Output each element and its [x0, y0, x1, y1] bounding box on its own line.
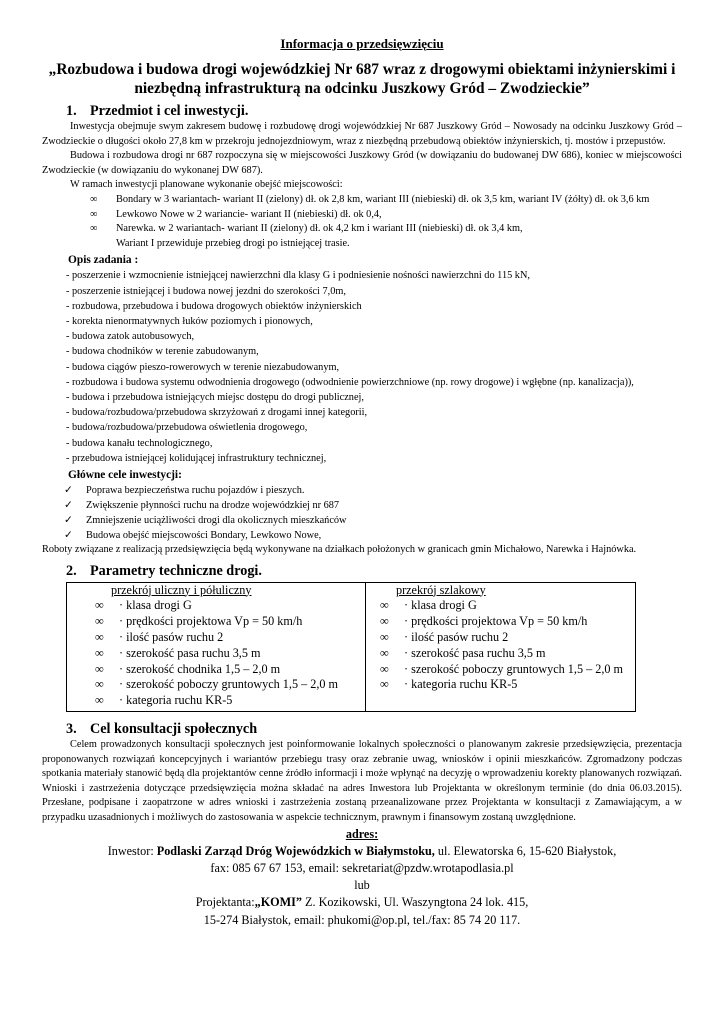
section-1-title: Przedmiot i cel inwestycji. — [90, 103, 249, 119]
list-item: ✓ Budowa obejść miejscowości Bondary, Lewkowo Nowe, — [64, 529, 322, 541]
list-item: ∞ · szerokość chodnika 1,5 – 2,0 m — [95, 661, 281, 676]
goals-heading: Główne cele inwestycji: — [68, 468, 182, 481]
list-item: ∞ · kategoria ruchu KR-5 — [380, 677, 518, 692]
variant-note: Wariant I przewiduje przebieg drogi po istniejącej trasie. — [116, 237, 350, 249]
section-3-title: Cel konsultacji społecznych — [90, 720, 258, 737]
list-item: ∞ · kategoria ruchu KR-5 — [95, 693, 233, 708]
project-title-line-1: „Rozbudowa i budowa drogi wojewódzkiej Nr 687 wraz z drogowymi obiektami inżynierskimi i — [48, 61, 676, 78]
designer-name: „KOMI” — [254, 895, 302, 910]
infinity-bullet-icon: ∞ — [95, 598, 104, 613]
urban-cross-section-header: przekrój uliczny i półuliczny — [111, 582, 252, 597]
tasks-list — [42, 268, 682, 466]
list-item: - budowa/rozbudowa/przebudowa skrzyżowań z drogami innej kategorii, — [66, 407, 368, 419]
list-item: ∞ · ilość pasów ruchu 2 — [95, 629, 224, 644]
infinity-bullet-icon: ∞ — [95, 677, 104, 692]
designer-line: Projektanta:„KOMI” Z. Kozikowski, Ul. Waszyngtona 24 lok. 415, — [195, 895, 529, 910]
list-item: - poszerzenie i wzmocnienie istniejącej nawierzchni dla klasy G i podniesienie nośności nawierzchni do 115 kN, — [66, 270, 530, 282]
list-item: - budowa kanału technologicznego, — [66, 437, 213, 449]
list-item: ∞ Bondary w 3 wariantach- wariant II (zielony) dł. ok 2,8 km, wariant III (niebieski) dł. ok 3,5 km, wariant IV (żółty) dł. ok 3,6 km — [90, 193, 682, 208]
designer-contact: 15-274 Białystok, email: phukomi@op.pl, tel./fax: 85 74 20 117. — [203, 912, 521, 927]
investor-name: Podlaski Zarząd Dróg Wojewódzkich w Białymstoku, — [156, 843, 435, 858]
works-note: Roboty związane z realizacją przedsięwzięcia będą wykonywane na działkach położonych w granicach gmin Michałowo, Narewka i Hajnówka. — [42, 543, 637, 555]
tasks-heading: Opis zadania : — [68, 254, 139, 267]
list-item: ✓ Zmniejszenie uciążliwości drogi dla okolicznych mieszkańców — [64, 514, 347, 526]
list-item: ✓ Zwiększenie płynności ruchu na drodze wojewódzkiej nr 687 — [64, 499, 340, 511]
section-1-heading — [66, 102, 682, 120]
variants-list — [42, 193, 682, 237]
list-item: ∞ · szerokość poboczy gruntowych 1,5 – 2,0 m — [380, 661, 623, 676]
infinity-bullet-icon: ∞ — [95, 629, 104, 644]
section-1-paragraph-3: W ramach inwestycji planowane wykonanie obejść miejscowości: — [70, 179, 343, 191]
infinity-bullet-icon: ∞ — [95, 614, 104, 629]
investor-contact: fax: 085 67 67 153, email: sekretariat@pzdw.wrotapodlasia.pl — [210, 860, 514, 875]
investor-line: Inwestor: Podlaski Zarząd Dróg Wojewódzkich w Białymstoku, ul. Elewatorska 6, 15-620 Białystok, — [107, 843, 617, 858]
infinity-bullet-icon: ∞ — [90, 208, 98, 220]
checkmark-icon: ✓ — [64, 514, 73, 526]
list-item: - budowa ciągów pieszo-rowerowych w terenie niezabudowanym, — [66, 361, 340, 373]
list-item: ∞ · ilość pasów ruchu 2 — [380, 629, 509, 644]
list-item: ∞ · szerokość pasa ruchu 3,5 m — [95, 645, 261, 660]
infinity-bullet-icon: ∞ — [380, 661, 389, 676]
infinity-bullet-icon: ∞ — [95, 645, 104, 660]
list-item: - budowa chodników w terenie zabudowanym, — [66, 346, 259, 358]
goals-list — [42, 483, 682, 543]
checkmark-icon: ✓ — [64, 499, 73, 511]
section-1-paragraph-2: Budowa i rozbudowa drogi nr 687 rozpoczyna się w miejscowości Juszkowy Gród (w dowiązaniu do budowanej DW 686), koniec w miejscowości Zwodzieckie (w dowiązaniu do wykonanej DW 687). — [42, 150, 682, 176]
rural-cross-section-column — [366, 582, 636, 711]
list-item: ∞ · prędkości projektowa Vp = 50 km/h — [380, 614, 588, 629]
project-title-line-2: niezbędną infrastrukturą na odcinku Juszkowy Gród – Zwodzieckie” — [134, 80, 590, 97]
address-heading: adres: — [345, 826, 379, 841]
section-3-heading — [66, 720, 682, 738]
project-title — [42, 60, 682, 98]
list-item: - budowa/rozbudowa/przebudowa oświetlenia drogowego, — [66, 422, 308, 434]
infinity-bullet-icon: ∞ — [380, 629, 389, 644]
infinity-bullet-icon: ∞ — [90, 223, 98, 235]
checkmark-icon: ✓ — [64, 484, 73, 496]
list-item: ∞ · klasa drogi G — [95, 598, 192, 613]
technical-parameters-table — [66, 582, 636, 712]
list-item: - budowa zatok autobusowych, — [66, 331, 195, 343]
list-item: - korekta nienormatywnych łuków poziomych i pionowych, — [66, 315, 313, 327]
section-2-heading — [66, 562, 682, 580]
section-1-number: 1. — [66, 103, 77, 119]
urban-cross-section-column — [67, 582, 366, 711]
checkmark-icon: ✓ — [64, 529, 73, 541]
list-item: ∞ · szerokość pasa ruchu 3,5 m — [380, 645, 546, 660]
list-item: - budowa i przebudowa istniejących miejsc dostępu do drogi publicznej, — [66, 391, 364, 403]
infinity-bullet-icon: ∞ — [380, 645, 389, 660]
infinity-bullet-icon: ∞ — [90, 193, 98, 205]
address-block — [42, 826, 682, 929]
list-item: ∞ Lewkowo Nowe w 2 warianciе- wariant II (niebieski) dł. ok 0,4, — [90, 208, 682, 223]
infinity-bullet-icon: ∞ — [95, 693, 104, 708]
document-page — [42, 36, 682, 929]
infinity-bullet-icon: ∞ — [380, 677, 389, 692]
list-item: - przebudowa istniejącej kolidującej infrastruktury technicznej, — [66, 452, 327, 464]
section-3-number: 3. — [66, 720, 77, 737]
list-item: ∞ Narewka. w 2 wariantach- wariant II (zielony) dł. ok 4,2 km i wariant III (niebieski) dł. ok 3,4 km, — [90, 222, 682, 237]
or-separator: lub — [354, 878, 370, 893]
list-item: - poszerzenie istniejącej i budowa nowej jezdni do szerokości 7,0m, — [66, 285, 346, 297]
list-item: ∞ · szerokość poboczy gruntowych 1,5 – 2,0 m — [95, 677, 338, 692]
section-2-number: 2. — [66, 562, 77, 579]
list-item: ∞ · klasa drogi G — [380, 598, 477, 613]
section-2-title: Parametry techniczne drogi. — [90, 562, 262, 579]
section-3-paragraph: Celem prowadzonych konsultacji społecznych jest poinformowanie lokalnych społeczności o planowanym zakresie przedsięwzięcia, prezentacja proponowanych rozwiązań koncepcyjnych i wariantów przebiegu trasy oraz zebranie uwag, wniosków i opinii mieszkańców. Zgromadzony podczas spotkania materiały stanowić będą dla projektantów cenne źródło informacji i może wpłynąć na decyzję o wprowadzeniu korekty planowanych rozwiązań. Wnioski i zastrzeżenia dotyczące przedsięwzięcia można składać na adres Inwestora lub Projektanta w określonym terminie (do dnia 06.03.2015). Przesłane, podpisane i zaopatrzone w adres wnioski i zastrzeżenia zostaną przeanalizowane przez Projektanta w konsultacji z Zamawiającym, a w przypadku uzasadnionych i możliwych do zastosowania w aspekcie technicznym, prawnym i finansowym zostaną uwzględnione. — [42, 738, 682, 823]
list-item: ∞ · prędkości projektowa Vp = 50 km/h — [95, 614, 303, 629]
infinity-bullet-icon: ∞ — [380, 614, 389, 629]
list-item: - rozbudowa, przebudowa i budowa drogowych obiektów inżynierskich — [66, 300, 362, 312]
rural-cross-section-header: przekrój szlakowy — [396, 582, 486, 597]
list-item: ✓ Poprawa bezpieczeństwa ruchu pojazdów i pieszych. — [64, 484, 305, 496]
infinity-bullet-icon: ∞ — [380, 598, 389, 613]
document-title: Informacja o przedsięwzięciu — [280, 36, 444, 51]
list-item: - rozbudowa i budowa systemu odwodnienia drogowego (odwodnienie powierzchniowe (np. rowy drogowe) i wgłębne (np. kanalizacja)), — [66, 376, 634, 388]
section-1-paragraph-1: Inwestycja obejmuje swym zakresem budowę i rozbudowę drogi wojewódzkiej Nr 687 Juszkowy Gród – Nowosady na odcinku Juszkowy Gród – Zwodzieckie o długości około 27,8 km w przekroju jednojezdniowym, wraz z niezbędną przebudową obiektów inżynierskich, tj. mostów i przepustów. — [42, 121, 682, 147]
infinity-bullet-icon: ∞ — [95, 661, 104, 676]
